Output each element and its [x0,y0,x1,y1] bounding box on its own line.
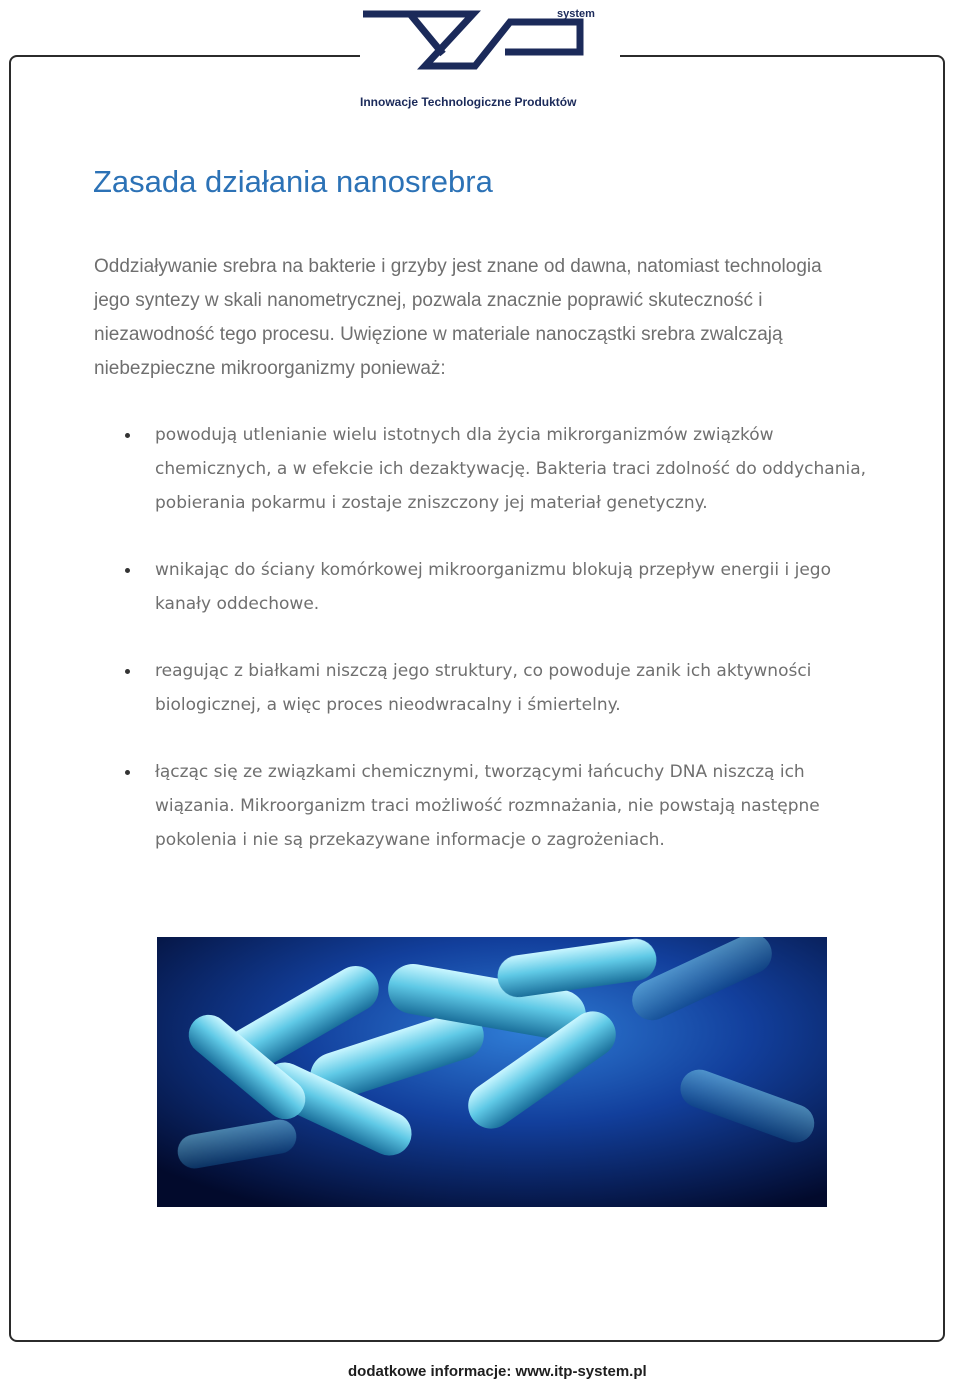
list-item [155,755,875,857]
logo-tagline: Innowacje Technologiczne Produktów [360,95,577,109]
itp-logo [355,4,605,84]
list-item [155,418,875,520]
footer-info: dodatkowe informacje: www.itp-system.pl [348,1363,647,1380]
bacteria-image [157,937,827,1207]
bullet-icon [125,669,130,674]
page-title: Zasada działania nanosrebra [93,164,493,199]
bullet-icon [125,568,130,573]
intro-paragraph: Oddziaływanie srebra na bakterie i grzyby jest znane od dawna, natomiast technologia jego syntezy w skali nanometrycznej, pozwala znacznie poprawić skuteczność i niezawodność tego procesu. Uwięzione w materiale nanocząstki srebra zwalczają niebezpieczne mikroorganizmy ponieważ: [94,256,822,379]
logo-wordmark: system [557,8,595,20]
list-item [155,553,875,621]
list-item-text: łącząc się ze związkami chemicznymi, tworzącymi łańcuchy DNA niszczą ich wiązania. Mikroorganizm traci możliwość rozmnażania, nie powstają następne pokolenia i nie są przekazywane informacje o zagrożeniach. [155,762,820,850]
list-item-text: reagując z białkami niszczą jego struktury, co powoduje zanik ich aktywności biologicznej, a więc proces nieodwracalny i śmiertelny. [155,661,812,715]
list-item-text: powodują utlenianie wielu istotnych dla życia mikrorganizmów związków chemicznych, a w efekcie ich dezaktywację. Bakteria traci zdolność do oddychania, pobierania pokarmu i zostaje zniszczony jej materiał genetyczny. [155,425,867,513]
list-item-text: wnikając do ściany komórkowej mikroorganizmu blokują przepływ energii i jego kanały oddechowe. [155,560,831,614]
list-item [155,654,875,722]
bullet-icon [125,433,130,438]
bullet-list [155,418,875,890]
bullet-icon [125,770,130,775]
